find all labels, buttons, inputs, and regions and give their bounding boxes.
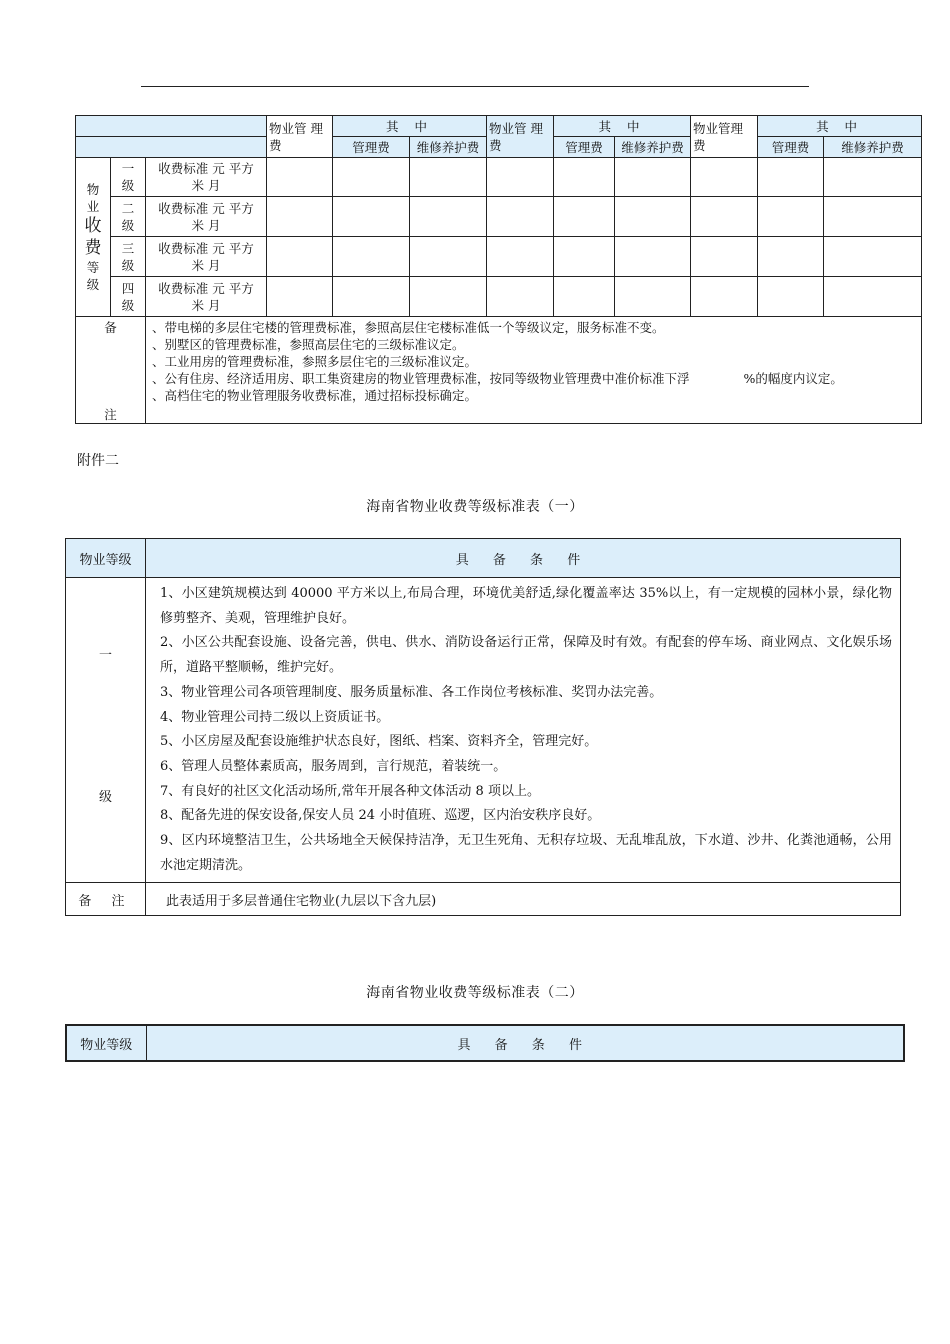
remark-label: 备 注 bbox=[66, 883, 146, 916]
condition-item: 7、有良好的社区文化活动场所,常年开展各种文体活动 8 项以上。 bbox=[160, 783, 540, 799]
grade-cell: 一 级 bbox=[66, 578, 146, 883]
conditions-list bbox=[146, 578, 901, 883]
header-property-fee-2: 物业管 理 费 bbox=[487, 116, 554, 158]
table2-title: 海南省物业收费等级标准表（二） bbox=[366, 985, 584, 1001]
header-corner-bottom bbox=[76, 137, 267, 158]
header-of-which-1: 其 中 bbox=[333, 116, 487, 137]
standards-table-2 bbox=[65, 1024, 905, 1062]
condition-item: 4、物业管理公司持二级以上资质证书。 bbox=[160, 709, 390, 725]
notes-label: 备 注 bbox=[76, 317, 146, 424]
condition-item: 8、配备先进的保安设备,保安人员 24 小时值班、巡逻，区内治安秩序良好。 bbox=[160, 808, 601, 824]
note-3: 、工业用房的管理费标准，参照多层住宅的三级标准议定。 bbox=[152, 354, 478, 369]
col-header-conditions-2: 具 备 条 件 bbox=[146, 1025, 904, 1061]
note-1: 、带电梯的多层住宅楼的管理费标准，参照高层住宅楼标准低一个等级议定，服务标准不变。 bbox=[152, 320, 665, 335]
standards-table-1 bbox=[65, 538, 901, 916]
grade-label-1: 一 级 bbox=[111, 158, 146, 197]
condition-item: 2、小区公共配套设施、设备完善，供电、供水、消防设备运行正常，保障及时有效。有配套的停车场、商业网点、文化娱乐场所，道路平整顺畅，维护完好。 bbox=[160, 635, 892, 676]
header-management-fee-3: 管理费 bbox=[758, 137, 824, 158]
annex-label: 附件二 bbox=[77, 453, 119, 469]
header-property-fee-1: 物业管 理 费 bbox=[267, 116, 333, 158]
condition-item: 1、小区建筑规模达到 40000 平方米以上,布局合理，环境优美舒适,绿化覆盖率达 35%以上，有一定规模的园林小景，绿化物修剪整齐、美观，管理维护良好。 bbox=[160, 586, 892, 626]
col-header-grade-2: 物业等级 bbox=[66, 1025, 146, 1061]
header-property-fee-3: 物业管理 费 bbox=[691, 116, 758, 158]
header-corner-top bbox=[76, 116, 267, 137]
grade-label-2: 二 级 bbox=[111, 197, 146, 237]
header-maintenance-fee-3: 维修养护费 bbox=[824, 137, 922, 158]
table1-title: 海南省物业收费等级标准表（一） bbox=[366, 499, 584, 515]
row-label-fee-grade: 物 业 收 费 等 级 bbox=[76, 158, 111, 317]
unit-label-2: 收费标准 元 平方 米 月 bbox=[146, 197, 267, 237]
notes-list bbox=[146, 317, 922, 424]
note-4: 、公有住房、经济适用房、职工集资建房的物业管理费标准，按同等级物业管理费中准价标准下浮 %的幅度内议定。 bbox=[152, 371, 843, 386]
col-header-grade: 物业等级 bbox=[66, 539, 146, 578]
header-maintenance-fee-2: 维修养护费 bbox=[615, 137, 691, 158]
condition-item: 9、区内环境整洁卫生，公共场地全天候保持洁净，无卫生死角、无积存垃圾、无乱堆乱放，下水道、沙井、化粪池通畅，公用水池定期清洗。 bbox=[160, 833, 892, 873]
note-2: 、别墅区的管理费标准，参照高层住宅的三级标准议定。 bbox=[152, 337, 465, 352]
unit-label-3: 收费标准 元 平方 米 月 bbox=[146, 237, 267, 277]
header-of-which-2: 其 中 bbox=[554, 116, 691, 137]
grade-label-3: 三 级 bbox=[111, 237, 146, 277]
header-maintenance-fee-1: 维修养护费 bbox=[410, 137, 487, 158]
unit-label-1: 收费标准 元 平方 米 月 bbox=[146, 158, 267, 197]
condition-item: 6、管理人员整体素质高，服务周到，言行规范，着装统一。 bbox=[160, 758, 507, 774]
condition-item: 5、小区房屋及配套设施维护状态良好，图纸、档案、资料齐全，管理完好。 bbox=[160, 734, 598, 750]
unit-label-4: 收费标准 元 平方 米 月 bbox=[146, 277, 267, 317]
header-of-which-3: 其 中 bbox=[758, 116, 922, 137]
fee-table bbox=[75, 115, 922, 424]
note-5: 、高档住宅的物业管理服务收费标准，通过招标投标确定。 bbox=[152, 388, 478, 403]
grade-label-4: 四 级 bbox=[111, 277, 146, 317]
header-management-fee-2: 管理费 bbox=[554, 137, 615, 158]
col-header-conditions: 具 备 条 件 bbox=[146, 539, 901, 578]
header-management-fee-1: 管理费 bbox=[333, 137, 410, 158]
top-rule bbox=[141, 86, 809, 87]
condition-item: 3、物业管理公司各项管理制度、服务质量标准、各工作岗位考核标准、奖罚办法完善。 bbox=[160, 684, 663, 700]
remark-text: 此表适用于多层普通住宅物业(九层以下含九层) bbox=[146, 883, 901, 916]
